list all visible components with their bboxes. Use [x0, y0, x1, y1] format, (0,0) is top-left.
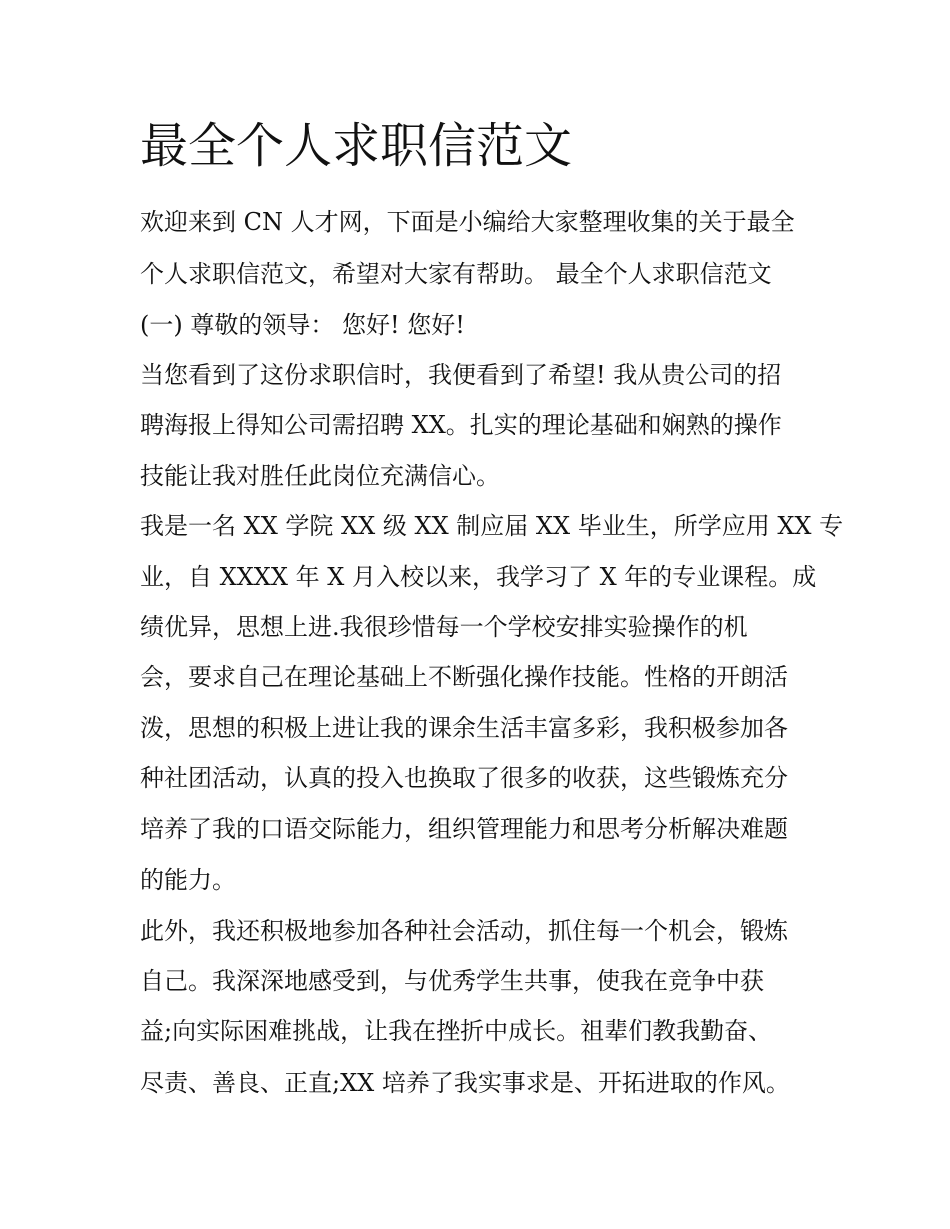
document-title: 最全个人求职信范文: [140, 118, 573, 174]
body-line-9: 绩优异，思想上进.我很珍惜每一个学校安排实验操作的机: [140, 613, 748, 641]
body-line-14: 的能力。: [140, 866, 236, 894]
body-line-7: 我是一名 XX 学院 XX 级 XX 制应届 XX 毕业生，所学应用 XX 专: [140, 512, 844, 540]
body-line-3: (一) 尊敬的领导： 您好! 您好!: [140, 311, 465, 339]
body-line-1: 欢迎来到 CN 人才网，下面是小编给大家整理收集的关于最全: [140, 208, 795, 236]
body-line-11: 泼，思想的积极上进让我的课余生活丰富多彩，我积极参加各: [140, 714, 788, 742]
body-line-5: 聘海报上得知公司需招聘 XX。扎实的理论基础和娴熟的操作: [140, 411, 782, 439]
body-line-13: 培养了我的口语交际能力，组织管理能力和思考分析解决难题: [140, 815, 788, 843]
body-line-8: 业，自 XXXX 年 X 月入校以来，我学习了 X 年的专业课程。成: [140, 563, 817, 591]
body-line-17: 益;向实际困难挑战，让我在挫折中成长。祖辈们教我勤奋、: [140, 1017, 773, 1045]
body-line-18: 尽责、善良、正直;XX 培养了我实事求是、开拓进取的作风。: [140, 1069, 790, 1097]
body-line-4: 当您看到了这份求职信时，我便看到了希望! 我从贵公司的招: [140, 361, 782, 389]
body-line-2: 个人求职信范文，希望对大家有帮助。 最全个人求职信范文: [140, 260, 772, 288]
body-line-10: 会，要求自己在理论基础上不断强化操作技能。性格的开朗活: [140, 663, 788, 691]
body-line-12: 种社团活动，认真的投入也换取了很多的收获，这些锻炼充分: [140, 764, 788, 792]
body-line-16: 自己。我深深地感受到，与优秀学生共事，使我在竞争中获: [140, 967, 764, 995]
body-line-6: 技能让我对胜任此岗位充满信心。: [140, 462, 500, 490]
body-line-15: 此外，我还积极地参加各种社会活动，抓住每一个机会，锻炼: [140, 917, 788, 945]
